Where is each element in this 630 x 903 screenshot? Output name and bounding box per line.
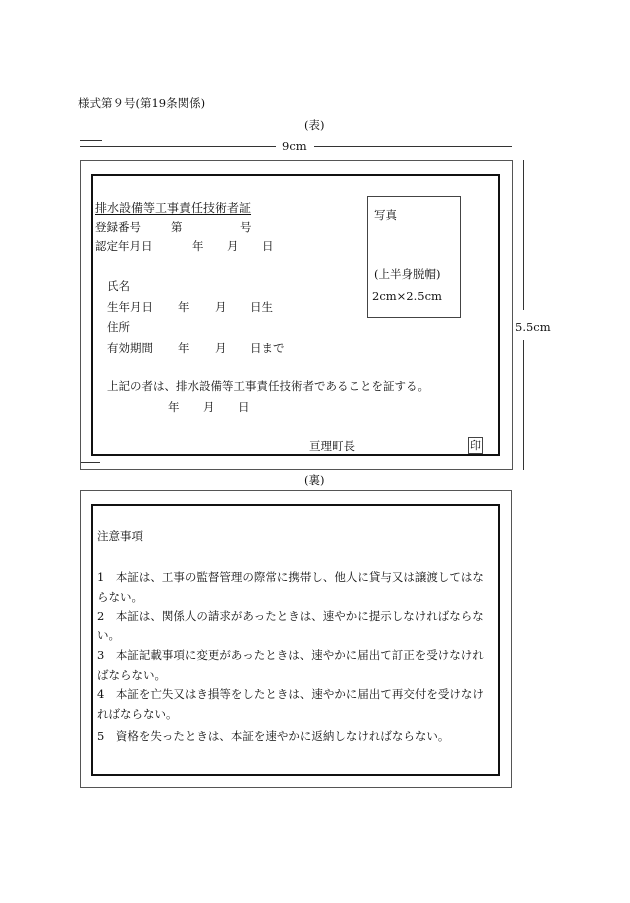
birth-label: 生年月日 [107, 300, 153, 314]
note-item-5: 5 資格を失ったときは、本証を速やかに返納しなければならない。 [97, 729, 450, 743]
address-label: 住所 [107, 320, 130, 334]
issue-year: 年 [168, 400, 180, 414]
note-item-2-cont: い。 [97, 628, 120, 642]
name-label: 氏名 [107, 279, 130, 293]
note-item-3-cont: ばならない。 [97, 668, 166, 682]
reg-no-go: 号 [240, 220, 252, 234]
note-item-4: 4 本証を亡失又はき損等をしたときは、速やかに届出て再交付を受けなけ [97, 687, 484, 701]
form-title: 様式第９号(第19条関係) [78, 96, 206, 110]
photo-title: 写真 [374, 208, 397, 222]
back-side-label: (裏) [304, 473, 325, 487]
width-label: 9cm [282, 139, 307, 153]
valid-month: 月 [215, 341, 227, 355]
birth-day: 日生 [250, 300, 273, 314]
valid-until: 日まで [250, 341, 285, 355]
note-item-3: 3 本証記載事項に変更があったときは、速やかに届出て訂正を受けなけれ [97, 648, 484, 662]
note-item-4-cont: ればならない。 [97, 707, 178, 721]
valid-label: 有効期間 [107, 341, 153, 355]
note-item-1: 1 本証は、工事の監督管理の際常に携帯し、他人に貸与又は譲渡してはな [97, 570, 484, 584]
reg-no-dai: 第 [171, 220, 183, 234]
issue-month: 月 [203, 400, 215, 414]
photo-note: (上半身脱帽) [374, 267, 441, 281]
note-item-1-cont: らない。 [97, 590, 143, 604]
valid-year: 年 [178, 341, 190, 355]
front-side-label: (表) [304, 118, 325, 132]
birth-month: 月 [215, 300, 227, 314]
issuer: 亘理町長 [309, 439, 355, 453]
reg-no-label: 登録番号 [95, 220, 141, 234]
certify-text: 上記の者は、排水設備等工事責任技術者であることを証する。 [107, 379, 429, 393]
photo-size: 2cm×2.5cm [372, 289, 442, 303]
cert-date-month: 月 [227, 239, 239, 253]
cert-date-day: 日 [262, 239, 274, 253]
birth-year: 年 [178, 300, 190, 314]
cert-date-label: 認定年月日 [95, 239, 153, 253]
note-item-2: 2 本証は、関係人の請求があったときは、速やかに提示しなければならな [97, 609, 484, 623]
height-label: 5.5cm [515, 320, 551, 334]
card-title: 排水設備等工事責任技術者証 [95, 201, 252, 215]
issue-day: 日 [238, 400, 250, 414]
cert-date-year: 年 [192, 239, 204, 253]
notes-heading: 注意事項 [97, 529, 143, 543]
seal-stamp: 印 [470, 439, 481, 452]
